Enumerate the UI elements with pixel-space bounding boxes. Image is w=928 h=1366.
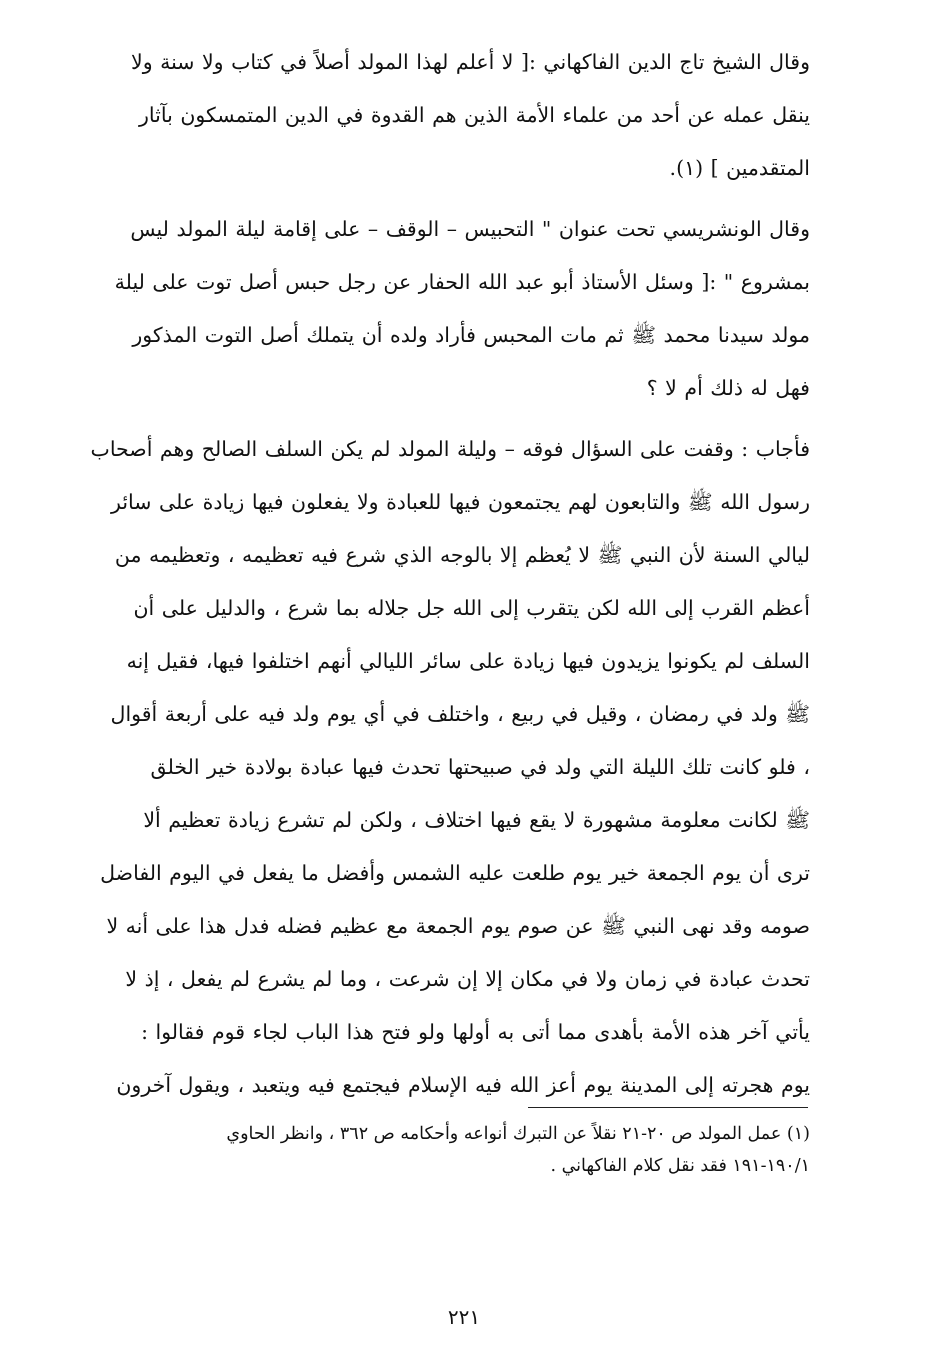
text-line: ترى أن يوم الجمعة خير يوم طلعت عليه الشمس وأفضل ما يفعل في اليوم الفاضل [100, 861, 810, 885]
footnotes [120, 1118, 810, 1182]
text-line: ﷺ لكانت معلومة مشهورة لا يقع فيها اختلاف ، ولكن لم تشرع زيادة تعظيم ألا [143, 808, 810, 832]
text-line: يوم هجرته إلى المدينة يوم أعز الله فيه الإسلام فيجتمع فيه ويتعبد ، ويقول آخرون [116, 1073, 810, 1097]
text-line: مولد سيدنا محمد ﷺ ثم مات المحبس فأراد ولده أن يتملك أصل التوت المذكور [132, 323, 810, 347]
main-text [84, 36, 810, 1120]
footnote-line: (١) عمل المولد ص ٢٠-٢١ نقلاً عن التبرك أنواعه وأحكامه ص ٣٦٢ ، وانظر الحاوي [226, 1124, 810, 1144]
text-line: فأجاب : وقفت على السؤال فوقه – وليلة المولد لم يكن السلف الصالح وهم أصحاب [90, 437, 810, 461]
text-line: صومه وقد نهى النبي ﷺ عن صوم يوم الجمعة مع عظيم فضله فدل هذا على أنه لا [106, 914, 810, 938]
text-line: وقال الونشريسي تحت عنوان " التحبيس – الوقف – على إقامة ليلة المولد ليس [130, 217, 810, 241]
footnote-line: ١٩٠/١-١٩١ فقد نقل كلام الفاكهاني . [550, 1156, 810, 1176]
page-number: ٢٢١ [447, 1305, 481, 1329]
text-line: ينقل عمله عن أحد من علماء الأمة الذين هم القدوة في الدين المتمسكون بآثار [139, 103, 810, 127]
text-line: أعظم القرب إلى الله لكن يتقرب إلى الله جل جلاله بما شرع ، والدليل على أن [133, 596, 810, 620]
text-line: ﷺ ولد في رمضان ، وقيل في ربيع ، واختلف في أي يوم ولد فيه على أربعة أقوال [110, 702, 810, 726]
text-line: بمشروع " :[ وسئل الأستاذ أبو عبد الله الحفار عن رجل حبس أصل توت على ليلة [114, 270, 810, 294]
paragraph-fakihani-quote [84, 36, 810, 195]
text-line: السلف لم يكونوا يزيدون فيها زيادة على سائر الليالي أنهم اختلفوا فيها، فقيل إنه [126, 649, 810, 673]
text-line: فهل له ذلك أم لا ؟ [646, 376, 810, 400]
paragraph-answer [84, 423, 810, 1112]
text-line: ليالي السنة لأن النبي ﷺ لا يُعظم إلا بالوجه الذي شرع فيه تعظيمه ، وتعظيمه من [114, 543, 810, 567]
text-line: يأتي آخر هذه الأمة بأهدى مما أتى به أولها ولو فتح هذا الباب لجاء قوم فقالوا : [141, 1020, 810, 1044]
text-line: ، فلو كانت تلك الليلة التي ولد في صبيحتها تحدث فيها عبادة بولادة خير الخلق [150, 755, 810, 779]
footnote-separator [528, 1107, 808, 1108]
text-line: المتقدمين ] (١). [669, 156, 810, 180]
text-line: تحدث عبادة في زمان ولا في مكان إلا إن شرعت ، وما لم يشرع لم يفعل ، إذ لا [125, 967, 810, 991]
paragraph-wansharisi-question [84, 203, 810, 415]
text-line: رسول الله ﷺ والتابعون لهم يجتمعون فيها للعبادة ولا يفعلون فيها زيادة على سائر [111, 490, 810, 514]
text-line: وقال الشيخ تاج الدين الفاكهاني :[ لا أعلم لهذا المولد أصلاً في كتاب ولا سنة ولا [131, 50, 810, 74]
